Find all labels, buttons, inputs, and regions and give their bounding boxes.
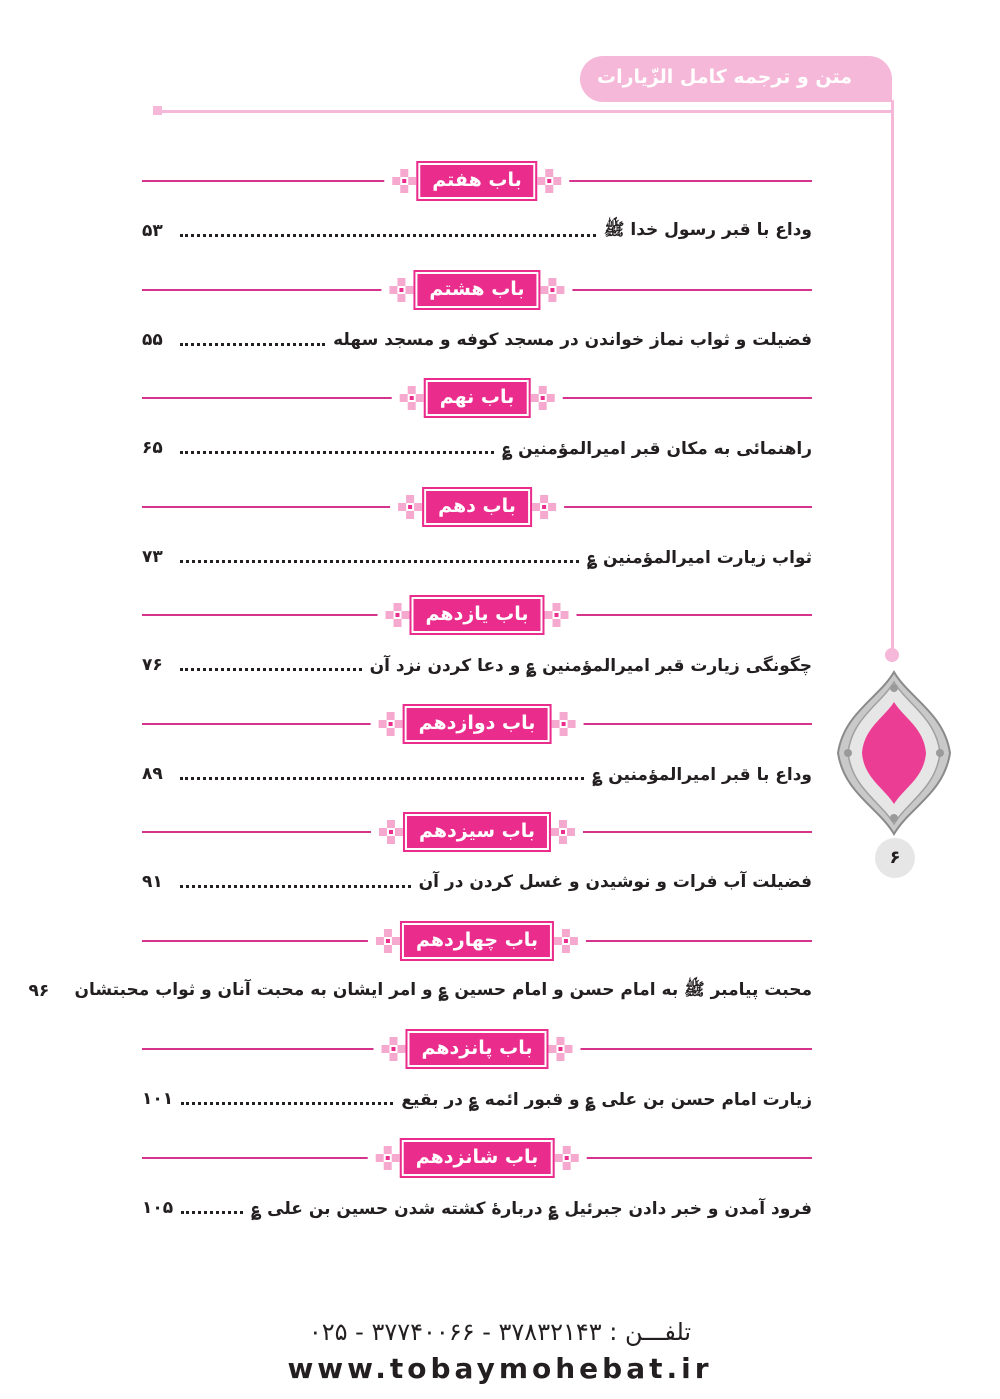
badge-ornament-left-icon	[374, 924, 402, 958]
toc-leader-dots	[180, 765, 584, 780]
chapter-badge	[392, 379, 563, 417]
toc-leader-dots	[180, 222, 596, 237]
chapter-label: باب هفتم	[418, 163, 535, 199]
chapter-heading	[142, 1026, 812, 1072]
badge-ornament-right-icon	[530, 490, 558, 524]
toc-leader-dots	[180, 548, 579, 563]
badge-ornament-left-icon	[396, 490, 424, 524]
chapter-label: باب پانزدهم	[407, 1031, 546, 1067]
badge-ornament-right-icon	[528, 381, 556, 415]
chapter-label: باب دوازدهم	[405, 706, 550, 742]
chapter-badge	[368, 1139, 587, 1177]
toc-entry-page: ۱۰۱	[142, 1089, 174, 1109]
chapter-heading	[142, 375, 812, 421]
toc-entry-title: وداع با قبر رسول خدا ﷺ	[603, 219, 812, 240]
toc-entry[interactable]	[28, 976, 812, 1006]
toc-entry[interactable]	[142, 216, 812, 246]
badge-ornament-left-icon	[383, 598, 411, 632]
toc-leader-dots	[180, 331, 325, 346]
toc-leader-dots	[180, 873, 411, 888]
chapter-heading	[142, 267, 812, 313]
chapter-badge	[373, 1030, 580, 1068]
chapter-heading	[142, 809, 812, 855]
toc-leader-dots	[180, 439, 494, 454]
chapter-badge	[381, 271, 572, 309]
chapter-label: باب دهم	[424, 489, 530, 525]
chapter-label: باب یازدهم	[411, 597, 542, 633]
toc-entry-page: ۹۱	[142, 872, 163, 892]
toc-entry[interactable]	[142, 1193, 812, 1223]
chapter-badge	[371, 813, 583, 851]
toc-leader-dots	[181, 1199, 243, 1214]
toc-entry-title: چگونگی زیارت قبر امیرالمؤمنین ؏ و دعا کردن نزد آن	[369, 655, 812, 676]
toc-entry[interactable]	[142, 542, 812, 572]
chapter-heading	[142, 701, 812, 747]
toc-entry-page: ۵۵	[142, 330, 163, 350]
badge-ornament-right-icon	[549, 707, 577, 741]
toc-entry[interactable]	[142, 433, 812, 463]
toc-entry[interactable]	[142, 650, 812, 680]
toc-entry-title: محبت پیامبر ﷺ به امام حسن و امام حسین ؏ و امر ایشان به محبت آنان و ثواب محبتشان	[74, 979, 812, 1000]
toc-entry-title: فضیلت و ثواب نماز خواندن در مسجد کوفه و مسجد سهله	[333, 330, 812, 350]
toc-entry-page: ۵۳	[142, 221, 163, 241]
chapter-label: باب نهم	[426, 380, 529, 416]
chapter-heading	[142, 158, 812, 204]
badge-ornament-left-icon	[390, 164, 418, 198]
badge-ornament-right-icon	[539, 273, 567, 307]
toc-entry[interactable]	[142, 867, 812, 897]
toc-entry-page: ۷۶	[142, 655, 163, 675]
badge-ornament-right-icon	[552, 924, 580, 958]
badge-ornament-left-icon	[377, 707, 405, 741]
chapter-badge	[377, 596, 576, 634]
toc-leader-dots	[181, 1090, 393, 1105]
chapter-label: باب سیزدهم	[405, 814, 549, 850]
toc-entry-title: فضیلت آب فرات و نوشیدن و غسل کردن در آن	[418, 872, 812, 892]
toc-leader-dots	[180, 656, 362, 671]
toc-entry-title: فرود آمدن و خبر دادن جبرئیل ؏ دربارهٔ کشته شدن حسین بن علی ؏	[251, 1198, 812, 1219]
badge-ornament-left-icon	[374, 1141, 402, 1175]
toc-entry[interactable]	[142, 325, 812, 355]
chapter-label: باب چهاردهم	[402, 923, 552, 959]
chapter-label: باب هشتم	[415, 272, 538, 308]
chapter-badge	[368, 922, 586, 960]
badge-ornament-right-icon	[552, 1141, 580, 1175]
toc-entry-page: ۶۵	[142, 438, 163, 458]
chapter-label: باب شانزدهم	[402, 1140, 553, 1176]
chapter-heading	[142, 1135, 812, 1181]
chapter-heading	[142, 484, 812, 530]
badge-ornament-left-icon	[387, 273, 415, 307]
badge-ornament-left-icon	[379, 1032, 407, 1066]
toc-entry-title: راهنمائی به مکان قبر امیرالمؤمنین ؏	[502, 438, 812, 459]
badge-ornament-right-icon	[536, 164, 564, 198]
footer-website[interactable]: www.tobaymohebat.ir	[287, 1352, 713, 1385]
chapter-badge	[390, 488, 564, 526]
toc-entry-page: ۷۳	[142, 547, 163, 567]
toc-entry-page: ۸۹	[142, 764, 163, 784]
chapter-badge	[384, 162, 569, 200]
book-title: متن و ترجمه کامل الزّیارات	[597, 66, 852, 88]
toc-entry-title: وداع با قبر امیرالمؤمنین ؏	[592, 764, 812, 785]
badge-ornament-right-icon	[547, 1032, 575, 1066]
toc-entry-page: ۱۰۵	[142, 1198, 174, 1218]
toc-entry[interactable]	[142, 1084, 812, 1114]
chapter-badge	[371, 705, 584, 743]
footer-phone: تلفـــن : ۳۷۸۳۲۱۴۳ - ۳۷۷۴۰۰۶۶ - ۰۲۵	[308, 1318, 692, 1346]
chapter-heading	[142, 592, 812, 638]
toc-entry-title: ثواب زیارت امیرالمؤمنین ؏	[587, 547, 812, 568]
badge-ornament-left-icon	[398, 381, 426, 415]
badge-ornament-right-icon	[549, 815, 577, 849]
badge-ornament-right-icon	[543, 598, 571, 632]
badge-ornament-left-icon	[377, 815, 405, 849]
chapter-heading	[142, 918, 812, 964]
toc-entry[interactable]	[142, 759, 812, 789]
toc-entry-page: ۹۶	[28, 981, 50, 1001]
page-number: ۶	[875, 838, 915, 878]
toc-entry-title: زیارت امام حسن بن علی ؏ و قبور ائمه ؏ در بقیع	[401, 1089, 812, 1110]
